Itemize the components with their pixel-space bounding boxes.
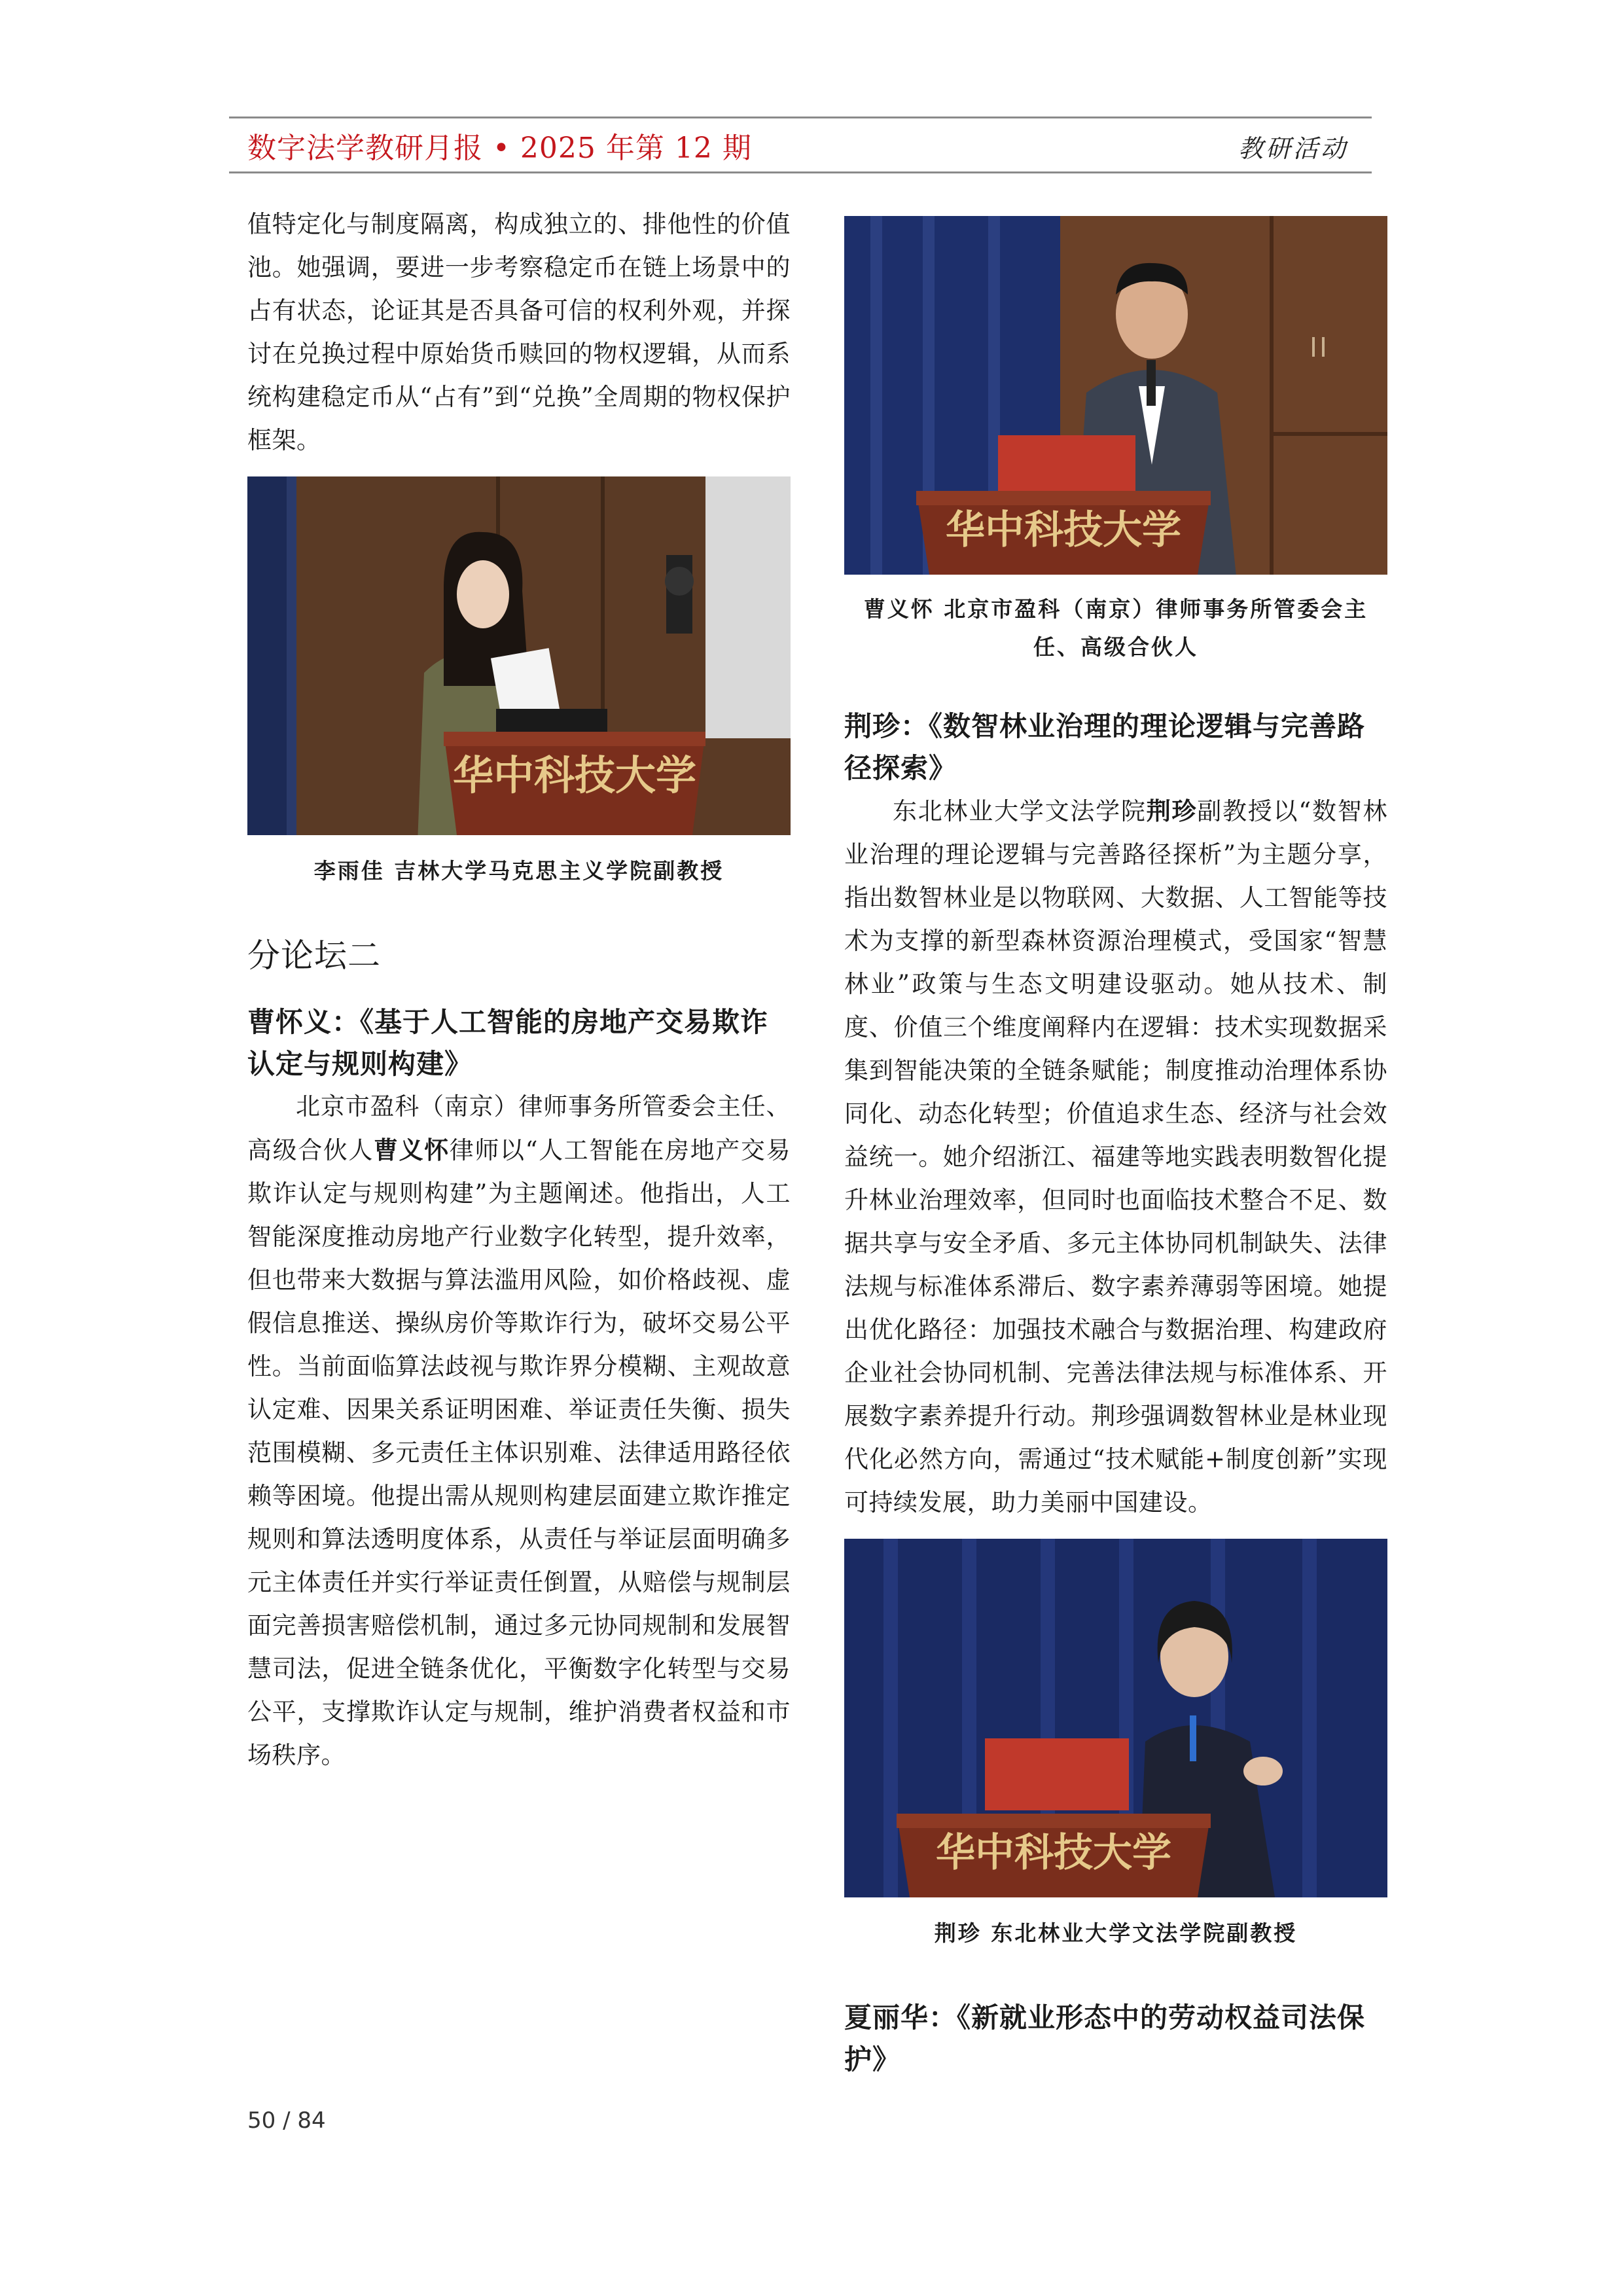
photo-caption-li-yujia: 李雨佳 吉林大学马克思主义学院副教授: [313, 858, 724, 884]
header-bottom-rule: [229, 171, 1372, 173]
speaker-photo-illustration: [844, 1539, 1387, 1897]
podium-text: 华中科技大学: [946, 507, 1181, 553]
podium-text: 华中科技大学: [936, 1830, 1171, 1876]
speaker-name-jing: 荆珍: [1146, 797, 1198, 825]
speaker-photo-illustration: [844, 216, 1387, 575]
header-top-rule: [229, 117, 1372, 118]
photo-caption-jing-zhen: 荆珍 东北林业大学文法学院副教授: [934, 1920, 1298, 1946]
photo-li-yujia: [247, 476, 791, 835]
journal-title: 数字法学教研月报 • 2025 年第 12 期: [247, 132, 752, 165]
speaker-name-cao: 曹义怀: [374, 1136, 450, 1164]
talk-body-jing-part2: 副教授以“数智林业治理的理论逻辑与完善路径探析”为主题分享，指出数智林业是以物联网、大数据、人工智能等技术为支撑的新型森林资源治理模式，受国家“智慧林业”政策与生态文明建设驱动。她从技术、制度、价值三个维度阐释内在逻辑：技术实现数据采集到智能决策的全链条赋能；制度推动治理体系协同化、动态化转型；价值追求生态、经济与社会效益统一。她介绍浙江、福建等地实践表明数智化提升林业治理效率，但同时也面临技术整合不足、数据共享与安全矛盾、多元主体协同机制缺失、法律法规与标准体系滞后、数字素养薄弱等困境。她提出优化路径：加强技术融合与数据治理、构建政府企业社会协同机制、完善法律法规与标准体系、开展数字素养提升行动。荆珍强调数智林业是林业现代化必然方向，需通过“技术赋能+制度创新”实现可持续发展，助力美丽中国建设。: [844, 797, 1388, 1516]
talk-body-jing: [844, 789, 1387, 1524]
right-column: [844, 216, 1387, 2081]
section-label: 教研活动: [1238, 134, 1348, 163]
talk-body-cao-part1: 北京市盈科（南京）律师事务所管委会主任、高级合伙人: [247, 1092, 791, 1164]
talk-title-jing: 荆珍：《数智林业治理的理论逻辑与完善路径探索》: [844, 710, 1366, 784]
photo-cao-yihuai: [844, 216, 1387, 575]
intro-paragraph: 值特定化与制度隔离，构成独立的、排他性的价值池。她强调，要进一步考察稳定币在链上场景中的占有状态，论证其是否具备可信的权利外观，并探讨在兑换过程中原始货币赎回的物权逻辑，从而系统构建稳定币从“占有”到“兑换”全周期的物权保护框架。: [247, 210, 791, 454]
left-column: [247, 203, 791, 1777]
page-number: 50 / 84: [247, 2108, 326, 2134]
talk-title-cao: 曹怀义：《基于人工智能的房地产交易欺诈认定与规则构建》: [247, 1006, 769, 1080]
speaker-photo-illustration: [247, 476, 791, 835]
forum-title: 分论坛二: [247, 937, 381, 975]
photo-caption-cao-yihuai: 曹义怀 北京市盈科（南京）律师事务所管委会主任、高级合伙人: [863, 596, 1368, 660]
photo-jing-zhen: [844, 1539, 1387, 1897]
talk-title-xia: 夏丽华：《新就业形态中的劳动权益司法保护》: [844, 2001, 1366, 2075]
podium-text: 华中科技大学: [452, 751, 697, 799]
talk-body-cao-part2: 律师以“人工智能在房地产交易欺诈认定与规则构建”为主题阐述。他指出，人工智能深度推动房地产行业数字化转型，提升效率，但也带来大数据与算法滥用风险，如价格歧视、虚假信息推送、操纵房价等欺诈行为，破坏交易公平性。当前面临算法歧视与欺诈界分模糊、主观故意认定难、因果关系证明困难、举证责任失衡、损失范围模糊、多元责任主体识别难、法律适用路径依赖等困境。他提出需从规则构建层面建立欺诈推定规则和算法透明度体系，从责任与举证层面明确多元主体责任并实行举证责任倒置，从赔偿与规制层面完善损害赔偿机制，通过多元协同规制和发展智慧司法，促进全链条优化，平衡数字化转型与交易公平，支撑欺诈认定与规制，维护消费者权益和市场秩序。: [247, 1136, 791, 1769]
talk-body-jing-part1: 东北林业大学文法学院: [893, 797, 1147, 825]
talk-body-cao: [247, 1085, 791, 1777]
